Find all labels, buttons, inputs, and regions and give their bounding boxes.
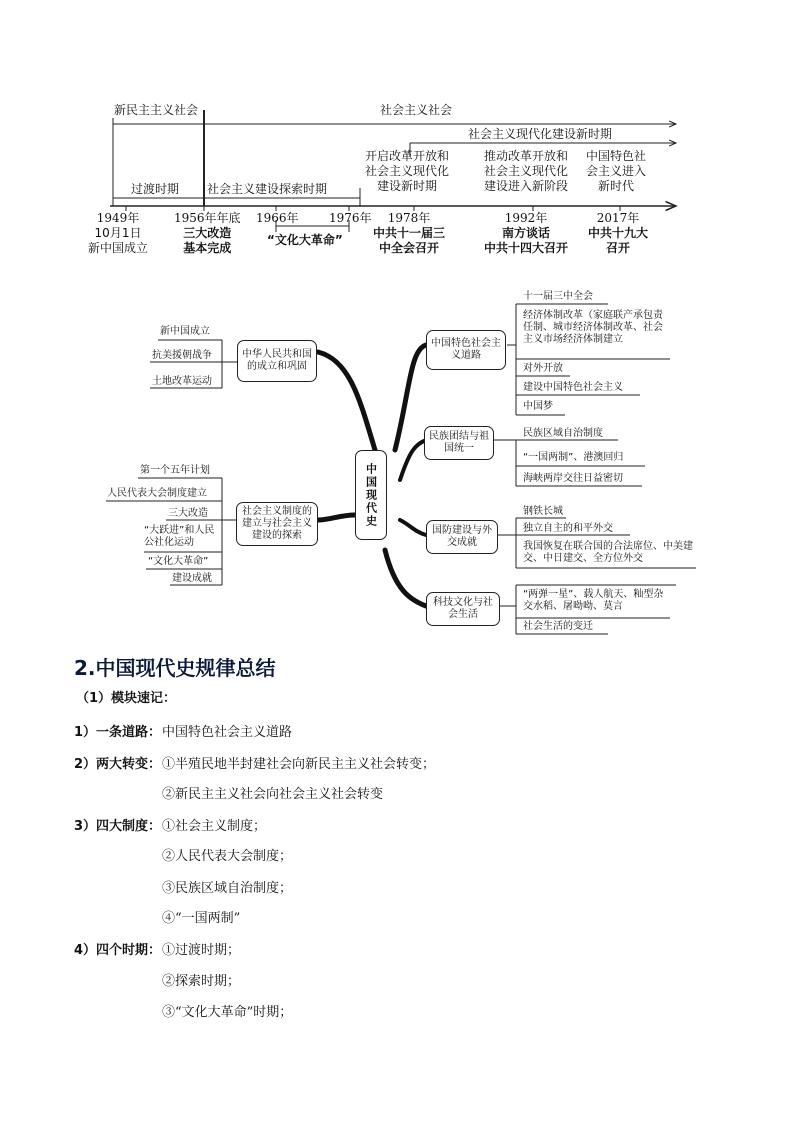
period-transition: 过渡时期 [131,182,180,196]
summary-row [74,880,292,898]
leaf-road-4: 中国梦 [523,401,553,412]
cultural-revolution-label: “文化大革命” [267,233,343,247]
mind-map [0,280,794,640]
leaf-road-3: 建设中国特色社会主义 [523,382,623,393]
branch-defense: 国防建设与外交成就 [426,520,498,554]
period-new-era: 中国特色社 会主义进入 新时代 [586,149,647,193]
summary-row [74,724,292,742]
summary-row [74,910,240,928]
leaf-founding-1: 抗美援朝战争 [152,350,212,361]
section-heading: 2.中国现代史规律总结 [74,656,276,680]
event-1956: 1956年年底 三大改造 基本完成 [174,211,241,255]
leaf-exploration-1: 人民代表大会制度建立 [107,488,207,499]
summary-row [74,786,383,804]
summary-row-text: ③“文化大革命”时期； [162,1005,293,1020]
leaf-defense-0: 钢铁长城 [523,506,563,517]
branch-founding: 中华人民共和国的成立和巩固 [237,340,317,382]
summary-row-text: ②人民代表大会制度； [162,849,293,864]
summary-row-text: 中国特色社会主义道路 [162,725,293,740]
event-2017: 2017年 中共十九大 召开 [588,211,649,255]
subheading: （1）模块速记： [76,691,177,706]
branch-unity: 民族团结与祖国统一 [424,426,494,460]
leaf-exploration-0: 第一个五年计划 [140,465,210,476]
period-reform: 开启改革开放和 社会主义现代化 建设新时期 [365,149,450,193]
summary-row-text: ①过渡时期； [162,943,241,958]
summary-row-label: 4）四个时期： [74,943,162,958]
branch-science: 科技文化与社会生活 [426,592,500,626]
era-socialism: 社会主义社会 [380,103,453,117]
summary-row [74,818,266,836]
leaf-exploration-3: “大跃进”和人民公社化运动 [144,525,215,548]
period-promote: 推动改革开放和 社会主义现代化 建设进入新阶段 [484,149,569,193]
leaf-founding-0: 新中国成立 [160,326,210,337]
mind-map-center: 中国现代史 [355,450,387,540]
summary-row-text: ③民族区域自治制度； [162,881,293,896]
branch-road: 中国特色社会主义道路 [426,330,506,370]
summary-row-text: ①社会主义制度； [162,819,267,834]
leaf-exploration-4: “文化大革命” [148,556,209,567]
event-1976: 1976年 [329,211,372,225]
mind-map-connectors [0,280,794,640]
timeline [0,0,794,270]
summary-row-text: ②探索时期； [162,974,241,989]
leaf-defense-2: 我国恢复在联合国的合法席位、中美建交、中日建交、全方位外交 [523,541,693,564]
summary-row-text: ①半殖民地半封建社会向新民主主义社会转变； [162,757,436,772]
era-new-democracy: 新民主主义社会 [114,103,199,117]
leaf-road-0: 十一届三中全会 [523,291,593,302]
leaf-unity-0: 民族区域自治制度 [523,428,603,439]
leaf-founding-2: 土地改革运动 [152,376,212,387]
summary-row-label: 3）四大制度： [74,819,162,834]
summary-row [74,756,435,774]
event-1949: 1949年 10月1日 新中国成立 [88,211,149,255]
event-1978: 1978年 中共十一届三 中全会召开 [373,211,446,255]
era-modernization: 社会主义现代化建设新时期 [468,127,613,141]
leaf-unity-1: “一国两制”、港澳回归 [523,452,624,463]
leaf-science-0: “两弹一星”、载人航天、籼型杂交水稻、屠呦呦、莫言 [523,589,664,612]
summary-row-label: 1）一条道路： [74,725,162,740]
leaf-defense-1: 独立自主的和平外交 [523,523,613,534]
period-exploration: 社会主义建设探索时期 [207,182,328,196]
summary-row [74,848,292,866]
event-1992: 1992年 南方谈话 中共十四大召开 [484,211,569,255]
branch-exploration: 社会主义制度的建立与社会主义建设的探索 [236,502,318,546]
summary-row-text: ④“一国两制” [162,911,241,926]
event-1966: 1966年 [256,211,299,225]
summary-row-label: 2）两大转变： [74,757,162,772]
summary-row [74,942,240,960]
leaf-exploration-5: 建设成就 [172,573,212,584]
summary-row [74,1004,292,1022]
summary-row [74,973,240,991]
summary-row-text: ②新民主主义社会向社会主义社会转变 [162,787,384,802]
leaf-road-2: 对外开放 [523,363,563,374]
leaf-unity-2: 海峡两岸交往日益密切 [523,473,623,484]
leaf-road-1: 经济体制改革（家庭联产承包责任制、城市经济体制改革、社会主义市场经济体制建立 [523,310,663,345]
leaf-science-1: 社会生活的变迁 [523,621,593,632]
leaf-exploration-2: 三大改造 [168,508,208,519]
